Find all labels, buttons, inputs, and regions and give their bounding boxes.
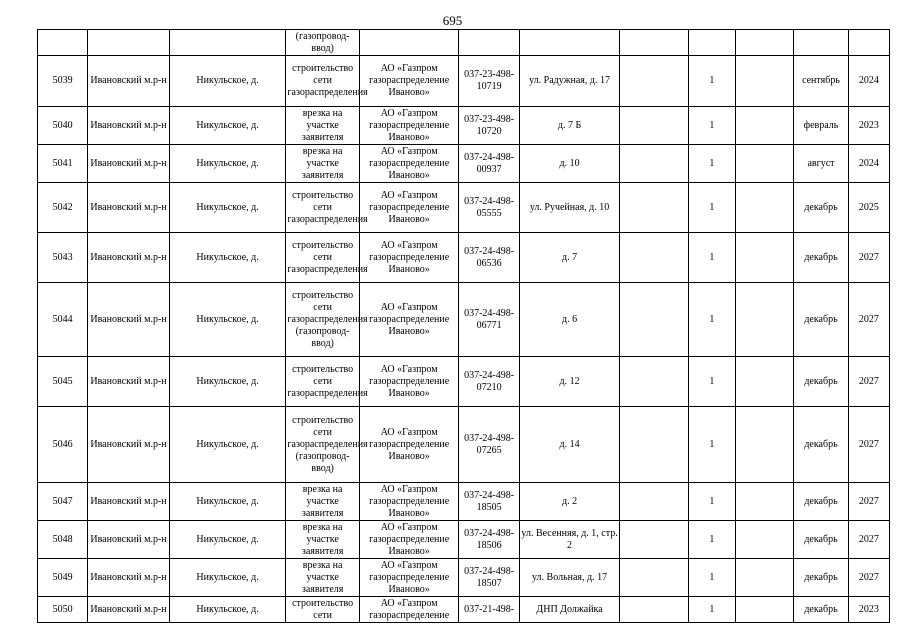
cell-month: август xyxy=(794,145,848,183)
cell-month: декабрь xyxy=(794,521,848,559)
cell-num: 5043 xyxy=(38,233,88,283)
cell-year: 2027 xyxy=(848,559,889,597)
cell-col8 xyxy=(620,521,688,559)
table-row xyxy=(38,483,890,521)
cell-year: 2024 xyxy=(848,145,889,183)
cell-settlement: Никульское, д. xyxy=(169,597,286,623)
cell-district xyxy=(88,30,169,56)
cell-work-type: врезка на участке заявителя xyxy=(286,107,359,145)
cell-year: 2023 xyxy=(848,597,889,623)
cell-org: АО «Газпром газораспределение Иваново» xyxy=(359,483,459,521)
cell-address: д. 12 xyxy=(519,357,620,407)
cell-work-type: врезка на участке заявителя xyxy=(286,521,359,559)
table-row xyxy=(38,107,890,145)
cell-contract: 037-23-498-10720 xyxy=(459,107,519,145)
cell-col8 xyxy=(620,559,688,597)
cell-year: 2027 xyxy=(848,357,889,407)
cell-col8 xyxy=(620,30,688,56)
cell-col10 xyxy=(736,521,794,559)
table-body xyxy=(38,30,890,623)
cell-address: д. 14 xyxy=(519,407,620,483)
cell-settlement: Никульское, д. xyxy=(169,559,286,597)
cell-district: Ивановский м.р-н xyxy=(88,283,169,357)
cell-district: Ивановский м.р-н xyxy=(88,145,169,183)
cell-settlement: Никульское, д. xyxy=(169,521,286,559)
page-number: 695 xyxy=(442,13,463,28)
cell-work-type: врезка на участке заявителя xyxy=(286,483,359,521)
table-row xyxy=(38,145,890,183)
table-row xyxy=(38,233,890,283)
cell-org: АО «Газпром газораспределение Иваново» xyxy=(359,233,459,283)
cell-qty: 1 xyxy=(688,183,735,233)
cell-district: Ивановский м.р-н xyxy=(88,56,169,107)
cell-work-type: строительство сети газораспределения xyxy=(286,56,359,107)
cell-contract: 037-24-498-07265 xyxy=(459,407,519,483)
cell-work-type: врезка на участке заявителя xyxy=(286,145,359,183)
cell-month: декабрь xyxy=(794,283,848,357)
cell-contract: 037-24-498-07210 xyxy=(459,357,519,407)
cell-work-type: строительство сети xyxy=(286,597,359,623)
cell-col8 xyxy=(620,357,688,407)
cell-district: Ивановский м.р-н xyxy=(88,357,169,407)
cell-col10 xyxy=(736,107,794,145)
cell-work-type: строительство сети газораспределения xyxy=(286,183,359,233)
cell-qty: 1 xyxy=(688,145,735,183)
cell-num: 5049 xyxy=(38,559,88,597)
cell-num: 5040 xyxy=(38,107,88,145)
cell-address: ул. Весенняя, д. 1, стр. 2 xyxy=(519,521,620,559)
cell-qty: 1 xyxy=(688,56,735,107)
cell-num: 5048 xyxy=(38,521,88,559)
cell-num: 5045 xyxy=(38,357,88,407)
cell-year: 2025 xyxy=(848,183,889,233)
cell-month: декабрь xyxy=(794,597,848,623)
cell-col10 xyxy=(736,145,794,183)
cell-month: декабрь xyxy=(794,559,848,597)
table-row xyxy=(38,357,890,407)
cell-col10 xyxy=(736,183,794,233)
cell-year: 2027 xyxy=(848,521,889,559)
cell-col10 xyxy=(736,407,794,483)
cell-year: 2027 xyxy=(848,233,889,283)
cell-qty: 1 xyxy=(688,357,735,407)
cell-col8 xyxy=(620,183,688,233)
cell-contract: 037-24-498-05555 xyxy=(459,183,519,233)
cell-col10 xyxy=(736,56,794,107)
cell-settlement: Никульское, д. xyxy=(169,107,286,145)
cell-col10 xyxy=(736,233,794,283)
cell-district: Ивановский м.р-н xyxy=(88,233,169,283)
cell-qty xyxy=(688,30,735,56)
cell-district: Ивановский м.р-н xyxy=(88,407,169,483)
cell-district: Ивановский м.р-н xyxy=(88,183,169,233)
cell-district: Ивановский м.р-н xyxy=(88,483,169,521)
cell-col10 xyxy=(736,30,794,56)
cell-address xyxy=(519,30,620,56)
cell-col8 xyxy=(620,233,688,283)
cell-district: Ивановский м.р-н xyxy=(88,107,169,145)
cell-address: ул. Вольная, д. 17 xyxy=(519,559,620,597)
cell-month: декабрь xyxy=(794,183,848,233)
cell-contract: 037-24-498-06771 xyxy=(459,283,519,357)
cell-qty: 1 xyxy=(688,521,735,559)
cell-num: 5046 xyxy=(38,407,88,483)
cell-work-type: строительство сети газораспределения xyxy=(286,233,359,283)
cell-col10 xyxy=(736,597,794,623)
cell-col8 xyxy=(620,56,688,107)
cell-contract: 037-24-498-00937 xyxy=(459,145,519,183)
table-row xyxy=(38,183,890,233)
cell-num: 5044 xyxy=(38,283,88,357)
cell-col10 xyxy=(736,559,794,597)
cell-org: АО «Газпром газораспределение Иваново» xyxy=(359,183,459,233)
cell-col8 xyxy=(620,283,688,357)
cell-address: ул. Ручейная, д. 10 xyxy=(519,183,620,233)
cell-contract: 037-24-498-06536 xyxy=(459,233,519,283)
cell-work-type: строительство сети газораспределения (газопровод-ввод) xyxy=(286,407,359,483)
cell-address: д. 6 xyxy=(519,283,620,357)
cell-contract: 037-24-498-18506 xyxy=(459,521,519,559)
cell-qty: 1 xyxy=(688,407,735,483)
cell-col10 xyxy=(736,483,794,521)
cell-district: Ивановский м.р-н xyxy=(88,597,169,623)
cell-org: АО «Газпром газораспределение Иваново» xyxy=(359,145,459,183)
cell-org: АО «Газпром газораспределение Иваново» xyxy=(359,407,459,483)
cell-qty: 1 xyxy=(688,107,735,145)
table-row-continuation xyxy=(38,30,890,56)
cell-qty: 1 xyxy=(688,283,735,357)
table-row xyxy=(38,597,890,623)
cell-qty: 1 xyxy=(688,597,735,623)
cell-col8 xyxy=(620,107,688,145)
cell-qty: 1 xyxy=(688,483,735,521)
cell-org: АО «Газпром газораспределение Иваново» xyxy=(359,56,459,107)
cell-year: 2024 xyxy=(848,56,889,107)
cell-month: декабрь xyxy=(794,407,848,483)
cell-num: 5042 xyxy=(38,183,88,233)
cell-num xyxy=(38,30,88,56)
cell-org: АО «Газпром газораспределение Иваново» xyxy=(359,283,459,357)
cell-qty: 1 xyxy=(688,233,735,283)
cell-num: 5041 xyxy=(38,145,88,183)
cell-org: АО «Газпром газораспределение Иваново» xyxy=(359,521,459,559)
registry-table xyxy=(37,29,890,623)
cell-settlement: Никульское, д. xyxy=(169,56,286,107)
cell-district: Ивановский м.р-н xyxy=(88,559,169,597)
cell-contract: 037-24-498-18507 xyxy=(459,559,519,597)
cell-address: д. 7 Б xyxy=(519,107,620,145)
cell-col8 xyxy=(620,597,688,623)
cell-work-type: строительство сети газораспределения (газопровод-ввод) xyxy=(286,283,359,357)
cell-settlement: Никульское, д. xyxy=(169,183,286,233)
cell-month: декабрь xyxy=(794,357,848,407)
cell-col8 xyxy=(620,145,688,183)
cell-month: декабрь xyxy=(794,233,848,283)
cell-settlement: Никульское, д. xyxy=(169,145,286,183)
cell-month xyxy=(794,30,848,56)
cell-month: февраль xyxy=(794,107,848,145)
cell-year: 2027 xyxy=(848,483,889,521)
cell-month: сентябрь xyxy=(794,56,848,107)
cell-address: д. 2 xyxy=(519,483,620,521)
table-row xyxy=(38,56,890,107)
table-row xyxy=(38,521,890,559)
cell-num: 5039 xyxy=(38,56,88,107)
cell-settlement: Никульское, д. xyxy=(169,483,286,521)
cell-num: 5047 xyxy=(38,483,88,521)
cell-address: д. 7 xyxy=(519,233,620,283)
cell-contract: 037-23-498-10719 xyxy=(459,56,519,107)
cell-address: д. 10 xyxy=(519,145,620,183)
cell-year: 2027 xyxy=(848,283,889,357)
cell-year: 2023 xyxy=(848,107,889,145)
cell-org: АО «Газпром газораспределение Иваново» xyxy=(359,357,459,407)
cell-org: АО «Газпром газораспределение xyxy=(359,597,459,623)
cell-year xyxy=(848,30,889,56)
cell-month: декабрь xyxy=(794,483,848,521)
cell-col8 xyxy=(620,407,688,483)
cell-settlement: Никульское, д. xyxy=(169,283,286,357)
cell-org: АО «Газпром газораспределение Иваново» xyxy=(359,107,459,145)
cell-num: 5050 xyxy=(38,597,88,623)
cell-address: ул. Радужная, д. 17 xyxy=(519,56,620,107)
cell-org: АО «Газпром газораспределение Иваново» xyxy=(359,559,459,597)
cell-district: Ивановский м.р-н xyxy=(88,521,169,559)
table-row xyxy=(38,559,890,597)
table-row xyxy=(38,283,890,357)
cell-contract: 037-21-498- xyxy=(459,597,519,623)
cell-work-type: (газопровод-ввод) xyxy=(286,30,359,56)
cell-col10 xyxy=(736,283,794,357)
cell-qty: 1 xyxy=(688,559,735,597)
cell-org xyxy=(359,30,459,56)
cell-address: ДНП Должайка xyxy=(519,597,620,623)
cell-work-type: врезка на участке заявителя xyxy=(286,559,359,597)
table-row xyxy=(38,407,890,483)
cell-contract xyxy=(459,30,519,56)
cell-year: 2027 xyxy=(848,407,889,483)
cell-work-type: строительство сети газораспределения xyxy=(286,357,359,407)
cell-col8 xyxy=(620,483,688,521)
cell-col10 xyxy=(736,357,794,407)
cell-contract: 037-24-498-18505 xyxy=(459,483,519,521)
cell-settlement: Никульское, д. xyxy=(169,357,286,407)
cell-settlement: Никульское, д. xyxy=(169,233,286,283)
cell-settlement: Никульское, д. xyxy=(169,407,286,483)
cell-settlement xyxy=(169,30,286,56)
